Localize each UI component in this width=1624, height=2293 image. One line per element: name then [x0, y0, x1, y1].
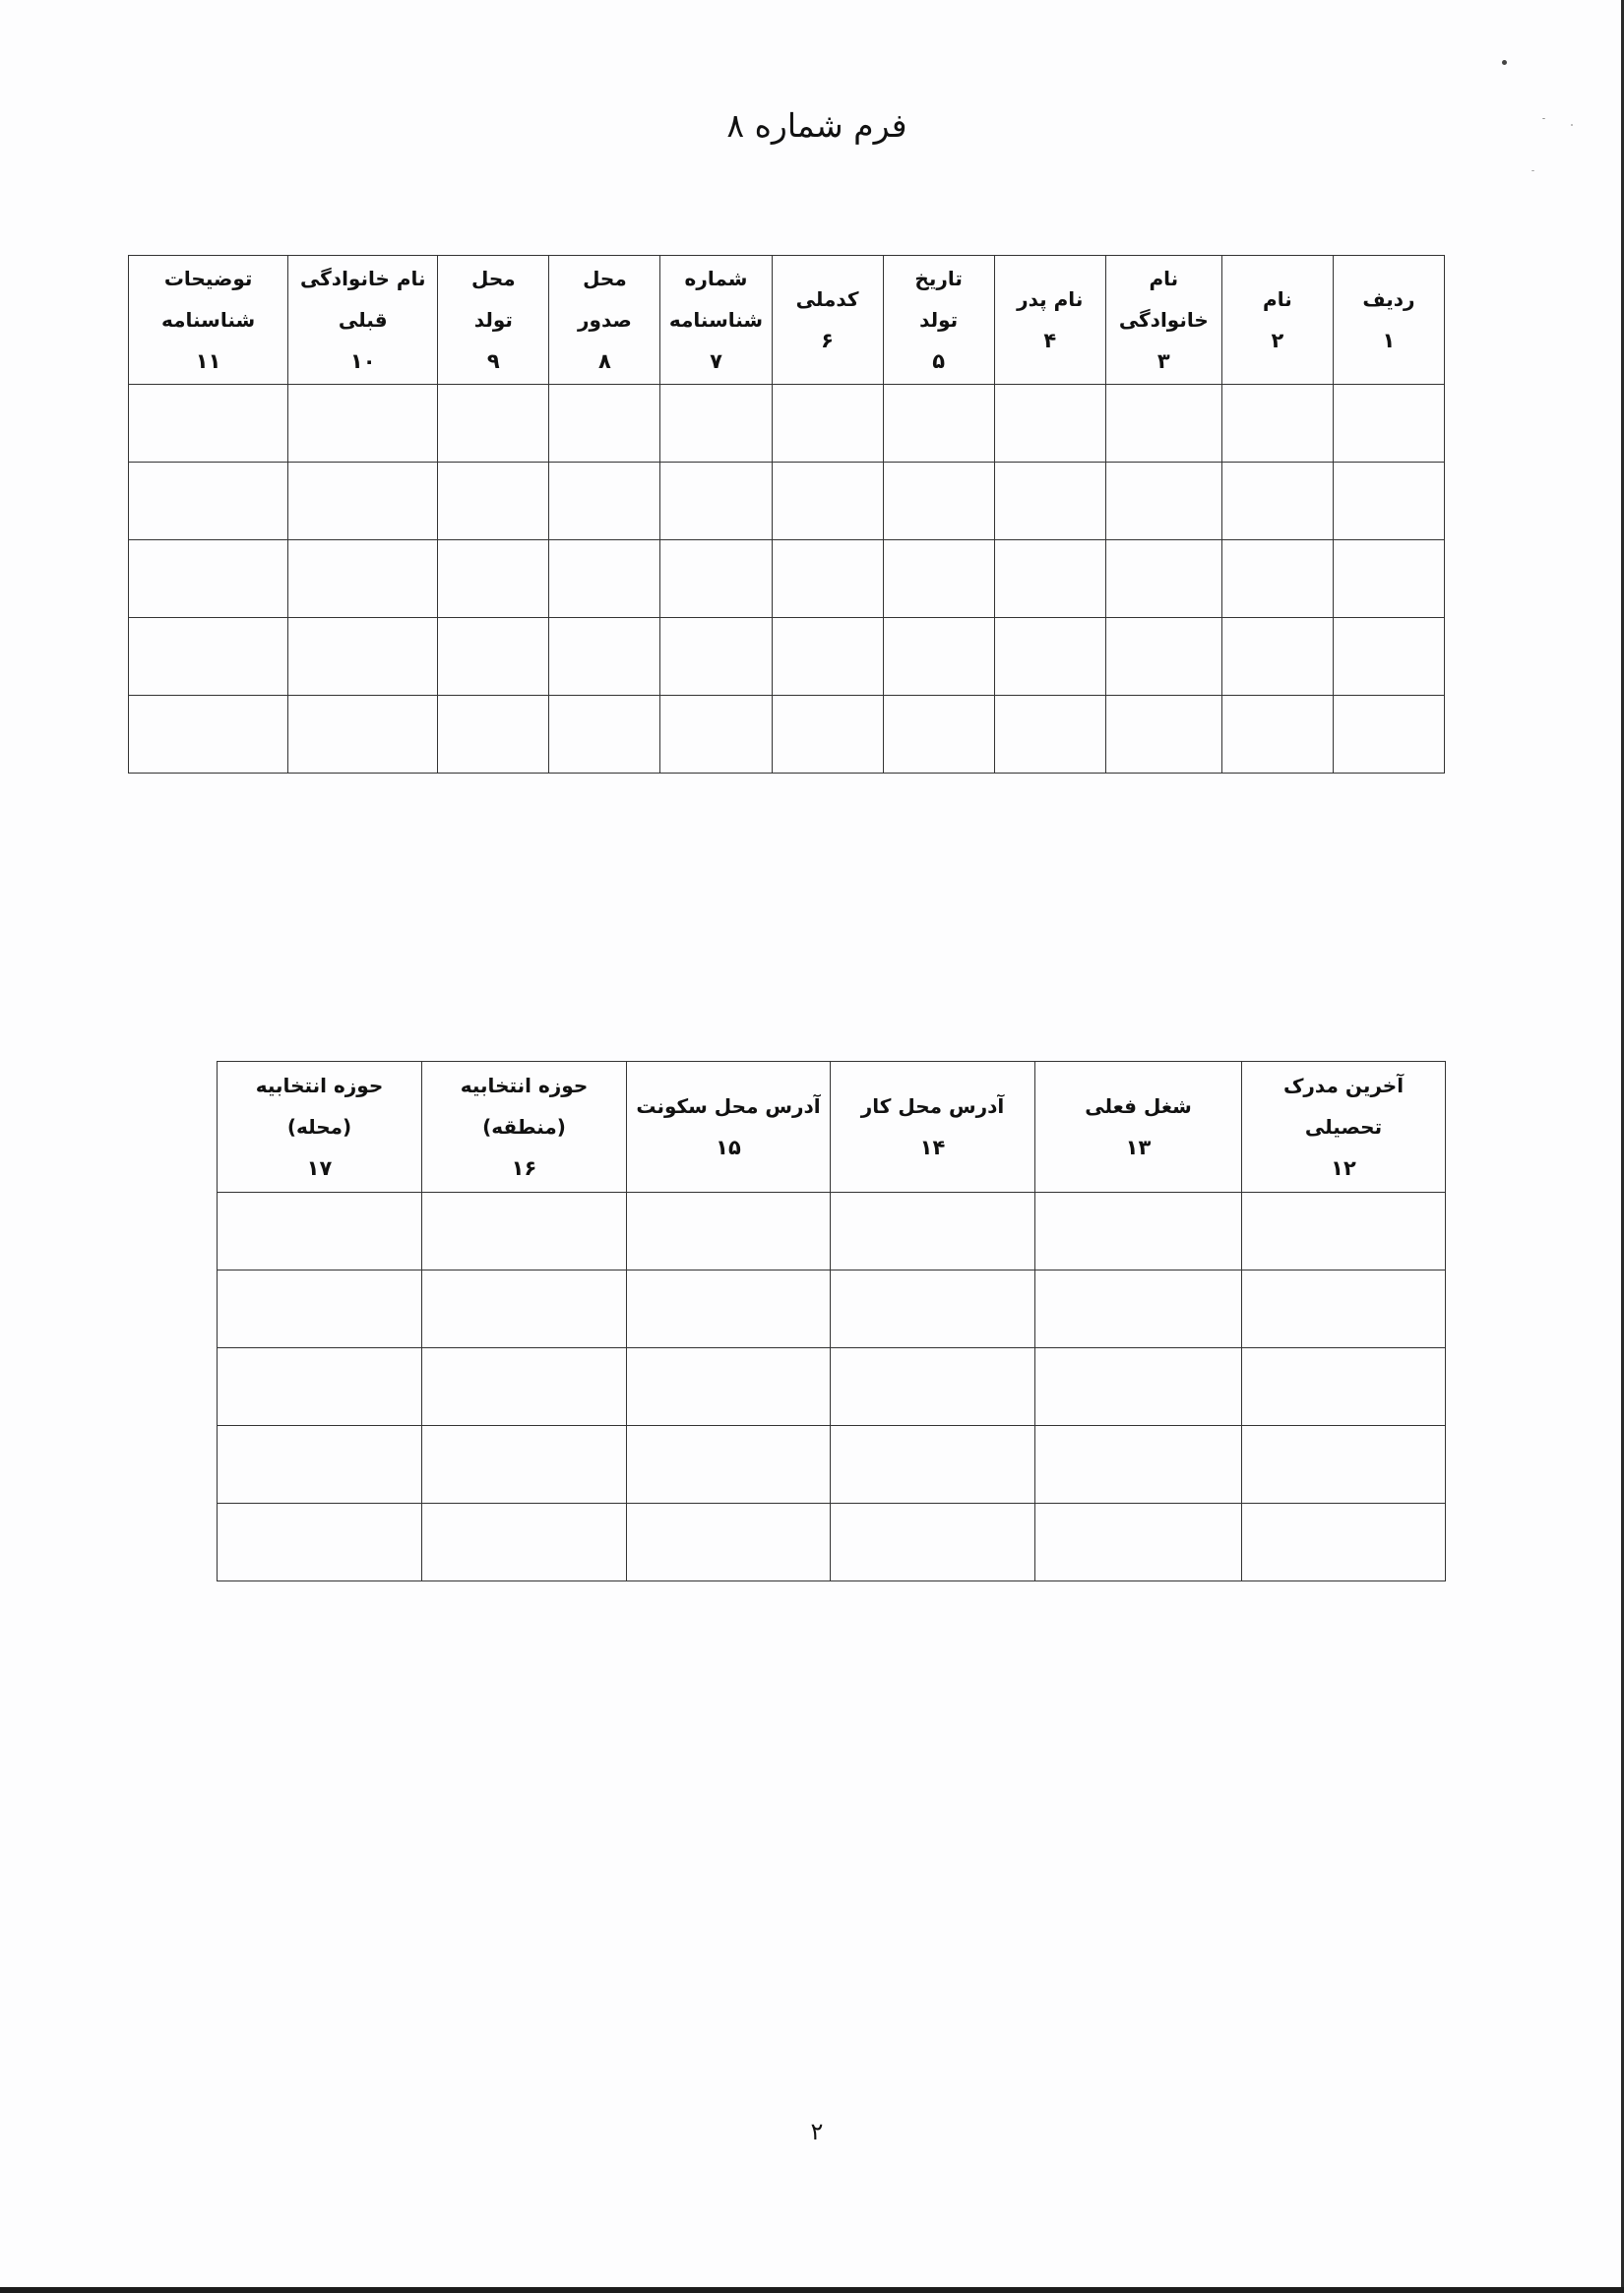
empty-cell[interactable]: [1035, 1193, 1242, 1270]
table-row: [218, 1193, 1446, 1270]
empty-cell[interactable]: [129, 618, 288, 696]
column-header-number: ۹: [486, 349, 500, 373]
empty-cell[interactable]: [1221, 618, 1333, 696]
empty-cell[interactable]: [994, 540, 1105, 618]
identity-table: [128, 255, 1445, 774]
empty-cell[interactable]: [883, 463, 994, 540]
column-header: [660, 256, 772, 385]
empty-cell[interactable]: [660, 696, 772, 774]
table-body: [218, 1193, 1446, 1581]
empty-cell[interactable]: [438, 385, 549, 463]
empty-cell[interactable]: [1221, 385, 1333, 463]
empty-cell[interactable]: [438, 463, 549, 540]
empty-cell[interactable]: [660, 463, 772, 540]
column-header-number: ۱۵: [716, 1136, 741, 1159]
table-row: [129, 696, 1445, 774]
contact-table: [217, 1061, 1446, 1581]
empty-cell[interactable]: [438, 696, 549, 774]
empty-cell[interactable]: [660, 618, 772, 696]
empty-cell[interactable]: [1333, 618, 1444, 696]
empty-cell[interactable]: [772, 385, 883, 463]
empty-cell[interactable]: [1035, 1426, 1242, 1504]
scan-speck: [1502, 60, 1507, 65]
column-header-label: ردیف: [1362, 287, 1415, 311]
column-header-label: شماره شناسنامه: [668, 267, 764, 332]
column-header-number: ۱۰: [349, 349, 376, 373]
column-header-number: ۸: [598, 349, 611, 373]
empty-cell[interactable]: [994, 696, 1105, 774]
column-header-label: حوزه انتخابیه (محله): [255, 1074, 384, 1139]
column-header: [129, 256, 288, 385]
table-row: [218, 1426, 1446, 1504]
column-header: [1035, 1062, 1242, 1193]
empty-cell[interactable]: [549, 618, 660, 696]
empty-cell[interactable]: [1105, 463, 1221, 540]
column-header: [1105, 256, 1221, 385]
column-header-number: ۱۷: [306, 1156, 333, 1180]
column-header-number: ۱۱: [195, 349, 221, 373]
column-header-number: ۱۴: [919, 1136, 946, 1159]
empty-cell[interactable]: [627, 1426, 831, 1504]
column-header: [883, 256, 994, 385]
table-row: [129, 463, 1445, 540]
column-header-label: آدرس محل کار: [860, 1094, 1005, 1118]
column-header: [422, 1062, 627, 1193]
empty-cell[interactable]: [288, 385, 438, 463]
empty-cell[interactable]: [1221, 463, 1333, 540]
empty-cell[interactable]: [994, 385, 1105, 463]
column-header: [831, 1062, 1035, 1193]
scan-edge-bottom: [0, 2287, 1624, 2293]
empty-cell[interactable]: [627, 1270, 831, 1348]
empty-cell[interactable]: [1105, 618, 1221, 696]
column-header-label: تاریخ تولد: [914, 267, 963, 332]
column-header-number: ۲: [1271, 329, 1284, 352]
column-header: [1221, 256, 1333, 385]
empty-cell[interactable]: [772, 540, 883, 618]
column-header-number: ۱۲: [1331, 1156, 1356, 1180]
column-header-number: ۱۳: [1125, 1136, 1152, 1159]
empty-cell[interactable]: [660, 385, 772, 463]
empty-cell[interactable]: [883, 696, 994, 774]
column-header-number: ۱۶: [511, 1156, 537, 1180]
empty-cell[interactable]: [1221, 540, 1333, 618]
empty-cell[interactable]: [549, 463, 660, 540]
empty-cell[interactable]: [288, 463, 438, 540]
column-header: [549, 256, 660, 385]
table-row: [129, 385, 1445, 463]
header-row: [129, 256, 1445, 385]
column-header-label: آدرس محل سکونت: [636, 1094, 821, 1118]
empty-cell[interactable]: [994, 463, 1105, 540]
empty-cell[interactable]: [831, 1193, 1035, 1270]
header-row: [218, 1062, 1446, 1193]
column-header-number: ۳: [1156, 349, 1170, 373]
column-header-label: نام: [1263, 287, 1292, 311]
empty-cell[interactable]: [288, 696, 438, 774]
column-header-label: محل صدور: [578, 267, 632, 332]
empty-cell[interactable]: [772, 696, 883, 774]
empty-cell[interactable]: [883, 540, 994, 618]
empty-cell[interactable]: [549, 385, 660, 463]
empty-cell[interactable]: [218, 1270, 422, 1348]
column-header: [288, 256, 438, 385]
empty-cell[interactable]: [218, 1348, 422, 1426]
empty-cell[interactable]: [1035, 1270, 1242, 1348]
column-header-label: شغل فعلی: [1085, 1094, 1192, 1118]
empty-cell[interactable]: [129, 385, 288, 463]
empty-cell[interactable]: [1105, 540, 1221, 618]
column-header-number: ۷: [710, 349, 722, 373]
column-header-number: ۵: [932, 349, 946, 373]
empty-cell[interactable]: [1242, 1426, 1446, 1504]
empty-cell[interactable]: [1035, 1348, 1242, 1426]
empty-cell[interactable]: [129, 540, 288, 618]
column-header: [1242, 1062, 1446, 1193]
column-header-number: ۶: [821, 329, 834, 352]
empty-cell[interactable]: [1242, 1348, 1446, 1426]
empty-cell[interactable]: [422, 1348, 627, 1426]
column-header: [1333, 256, 1444, 385]
column-header-label: محل تولد: [471, 267, 516, 332]
empty-cell[interactable]: [627, 1193, 831, 1270]
column-header-label: توضیحات شناسنامه: [160, 267, 256, 332]
empty-cell[interactable]: [1333, 385, 1444, 463]
column-header-label: کدملی: [795, 287, 859, 311]
empty-cell[interactable]: [422, 1426, 627, 1504]
empty-cell[interactable]: [831, 1348, 1035, 1426]
table-row: [218, 1348, 1446, 1426]
table-row: [129, 540, 1445, 618]
empty-cell[interactable]: [422, 1504, 627, 1581]
scan-speck: [1531, 170, 1534, 171]
column-header-label: آخرین مدرک تحصیلی: [1282, 1074, 1405, 1139]
empty-cell[interactable]: [129, 696, 288, 774]
empty-cell[interactable]: [627, 1504, 831, 1581]
column-header-number: ۴: [1043, 329, 1057, 352]
page-number: ۲: [810, 2118, 824, 2145]
empty-cell[interactable]: [1105, 385, 1221, 463]
empty-cell[interactable]: [772, 463, 883, 540]
empty-cell[interactable]: [218, 1504, 422, 1581]
column-header-number: ۱: [1382, 329, 1396, 352]
empty-cell[interactable]: [660, 540, 772, 618]
empty-cell[interactable]: [1333, 696, 1444, 774]
table-row: [129, 618, 1445, 696]
column-header-label: نام خانوادگی قبلی: [299, 267, 426, 332]
empty-cell[interactable]: [772, 618, 883, 696]
empty-cell[interactable]: [627, 1348, 831, 1426]
empty-cell[interactable]: [129, 463, 288, 540]
table-body: [129, 385, 1445, 774]
empty-cell[interactable]: [438, 540, 549, 618]
empty-cell[interactable]: [422, 1270, 627, 1348]
empty-cell[interactable]: [549, 696, 660, 774]
empty-cell[interactable]: [831, 1270, 1035, 1348]
empty-cell[interactable]: [422, 1193, 627, 1270]
column-header: [994, 256, 1105, 385]
empty-cell[interactable]: [438, 618, 549, 696]
empty-cell[interactable]: [994, 618, 1105, 696]
empty-cell[interactable]: [1333, 463, 1444, 540]
table-row: [218, 1270, 1446, 1348]
empty-cell[interactable]: [883, 385, 994, 463]
form-title: فرم شماره ۸: [726, 106, 907, 145]
empty-cell[interactable]: [1242, 1270, 1446, 1348]
column-header: [772, 256, 883, 385]
column-header: [627, 1062, 831, 1193]
empty-cell[interactable]: [549, 540, 660, 618]
empty-cell[interactable]: [288, 540, 438, 618]
table-row: [218, 1504, 1446, 1581]
empty-cell[interactable]: [1333, 540, 1444, 618]
column-header-label: نام خانوادگی: [1118, 267, 1209, 332]
empty-cell[interactable]: [1242, 1193, 1446, 1270]
empty-cell[interactable]: [1221, 696, 1333, 774]
empty-cell[interactable]: [883, 618, 994, 696]
empty-cell[interactable]: [831, 1426, 1035, 1504]
empty-cell[interactable]: [218, 1426, 422, 1504]
empty-cell[interactable]: [288, 618, 438, 696]
column-header-label: حوزه انتخابیه (منطقه): [460, 1074, 589, 1139]
column-header-label: نام پدر: [1017, 287, 1084, 311]
column-header: [218, 1062, 422, 1193]
column-header: [438, 256, 549, 385]
empty-cell[interactable]: [831, 1504, 1035, 1581]
empty-cell[interactable]: [218, 1193, 422, 1270]
empty-cell[interactable]: [1035, 1504, 1242, 1581]
empty-cell[interactable]: [1105, 696, 1221, 774]
empty-cell[interactable]: [1242, 1504, 1446, 1581]
